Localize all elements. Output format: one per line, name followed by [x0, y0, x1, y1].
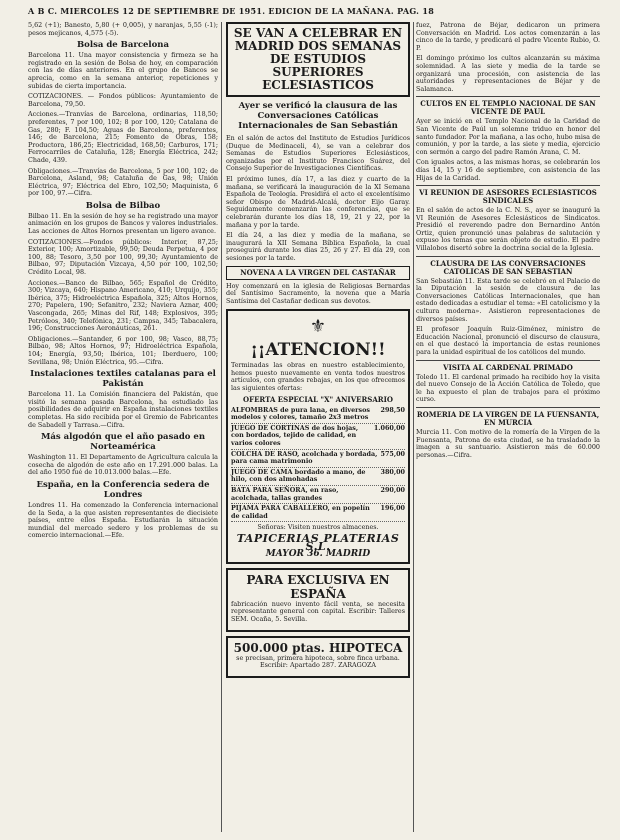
advertisement-atencion	[226, 309, 410, 563]
paragraph: Acciones.—Banco de Bilbao, 565; Español de Crédito, 300; Vizcaya, 640; Hispano Americano, 410; Urquijo, 355; Ibérica, 375; Hidroeléctrica Española, 325; Altos Hornos, 270; Papelera, 190; Sefanitro, 232; Naviera Aznar, 400; Vascongada, 265; Minas del Rif, 148; Explosivos, 395; Petróleos, 340; Telefónica, 231; Campsa, 345; Tabacalera, 196; Construcciones Aeronáuticas, 261.	[28, 278, 218, 333]
column-divider	[413, 22, 414, 832]
ad-title: 500.000 ptas. HIPOTECA	[233, 640, 403, 655]
headline-clausura: CLAUSURA DE LAS CONVERSACIONES CATOLICAS DE SAN SEBASTIAN	[430, 258, 586, 276]
ad-headline: ¡¡ATENCION!!	[250, 340, 386, 361]
divider	[416, 407, 600, 408]
ad-offer-title: OFERTA ESPECIAL "X" ANIVERSARIO	[243, 394, 393, 404]
price-row: JUEGO DE CORTINAS de dos hojas, con bordados, tejido de calidad, en varios colores 1.060,00	[231, 424, 405, 450]
price-list	[231, 406, 405, 523]
paragraph: Hoy comenzará en la iglesia de Religiosas Bernardas del Santísimo Sacramento, la novena que a María Santísima del Castañar dedican sus devotos.	[226, 281, 410, 305]
paragraph: San Sebastián 11. Esta tarde se celebró en el Palacio de la Diputación la sesión de clausura de las Conversaciones Católicas Internacionales, que han estado dedicadas a estudiar el tema: «El catolicismo y la cultura moderna». Asistieron representaciones de diversos países.	[416, 276, 600, 323]
paragraph: En el salón de actos de la C. N. S., ayer se inauguró la VI Reunión de Asesores Eclesiásticos de Sindicatos. Presidió el reverendo padre don Bernardino Antón Ortiz, quien pronunció unas palabras de salutación y expuso los temas que serán objeto de estudio. El padre Villalobos disertó sobre la doctrina social de la Iglesia.	[416, 206, 600, 253]
headline-cardenal: VISITA AL CARDENAL PRIMADO	[443, 362, 573, 372]
subheadline: Ayer se verificó la clausura de las Conversaciones Católicas Internacionales de San Sebastián	[238, 101, 398, 131]
divider	[416, 185, 600, 186]
paragraph: Ayer se inició en el Templo Nacional de la Caridad de San Vicente de Paúl un solemne triduo en honor del santo fundador. Por la mañana, a las ocho, hubo misa de comunión, y por la tarde, a las siete y media, ejercicio con sermón a cargo del padre Ramón Arana, C. M.	[416, 117, 600, 156]
paragraph: COTIZACIONES. — Fondos públicos: Ayuntamiento de Barcelona, 79,50.	[28, 92, 218, 108]
column-divider	[221, 22, 222, 832]
headline-bolsa-bilbao: Bolsa de Bilbao	[85, 200, 161, 211]
store-address: MAYOR 36. MADRID	[265, 549, 371, 560]
paragraph: Washington 11. El Departamento de Agricultura calcula la cosecha de algodón de este año en 17.291.000 balas. La del año 1950 fué de 10.013.000 balas.—Efe.	[28, 453, 218, 477]
divider	[416, 96, 600, 97]
store-logo: TAPICERIAS PLATERIAS S.L.	[236, 531, 400, 553]
paragraph: Murcia 11. Con motivo de la romería de la Virgen de la Fuensanta, Patrona de esta ciudad, se ha trasladado la imagen a su santuario. Asistieron más de 60.000 personas.—Cifra.	[416, 427, 600, 459]
headline-bolsa-barcelona: Bolsa de Barcelona	[77, 40, 169, 51]
divider	[416, 256, 600, 257]
price-row: ALFOMBRAS de pura lana, en diversos modelos y colores, tamaño 2x3 metros 298,50	[231, 406, 405, 424]
headline-algodon: Más algodón que el año pasado en Norteamérica	[40, 432, 206, 453]
paragraph: 5,62 (+1); Banesto, 5,80 (+ 0,005), y naranjas, 5,55 (-1); pesos mejicanos, 4,575 (-5).	[28, 22, 218, 37]
headline-asesores: VI REUNION DE ASESORES ECLESIASTICOS SINDICALES	[419, 188, 597, 206]
paragraph: Obligaciones.—Santander, 6 por 100, 98; Vasco, 88,75; Bilbao, 98; Altos Hornos, 97; Hidroeléctrica Española, 104; Energía, 93,50; Ibérica, 101; Iberduero, 100; Sevillana, 98; Unión Eléctrica, 95.—Cifra.	[28, 334, 218, 366]
price-row: COLCHA DE RASO, acolchada y bordada, para cama matrimonio 575,00	[231, 450, 405, 468]
paragraph: El próximo lunes, día 17, a las diez y cuarto de la mañana, se verificará la inauguración de la XI Semana Española de Teología. Presidirá el acto el excelentísimo señor Obispo de Madrid-Alcalá, doctor Eijo Garay. Seguidamente comenzarán las conferencias, que se celebrarán durante los días 18, 19, 21 y 22, por la mañana y por la tarde.	[226, 174, 410, 229]
paragraph: El día 24, a las diez y media de la mañana, se inaugurará la XII Semana Bíblica Española, la cual proseguirá durante los días 25, 26 y 27. El día 29, con sesiones por la tarde.	[226, 231, 410, 262]
paragraph: fuez, Patrona de Béjar, dedicaron un primera Conversación en Madrid. Los actos comenzarán a las cinco de la tarde, y predicará el padre Vicente Rubio, O. P.	[416, 22, 600, 52]
paragraph: El domingo próximo los cultos alcanzarán su máxima solemnidad. A las siete y media de la tarde se organizará una procesión, con asistencia de las autoridades y representaciones de Béjar y de Salamanca.	[416, 54, 600, 93]
paragraph: Bilbao 11. En la sesión de hoy se ha registrado una mayor animación en los grupos de Bancos y valores industriales. Las acciones de Altos Hornos presentan un ligero avance.	[28, 211, 218, 236]
advertisement-hipoteca	[226, 636, 410, 678]
paragraph: En el salón de actos del Instituto de Estudios Jurídicos (Duque de Medinaceli, 4), se van a celebrar dos Semanas de Estudios Superiores Eclesiásticos, organizadas por el Instituto Francisco Suárez, del Consejo Superior de Investigaciones Científicas.	[226, 134, 410, 173]
ad-text: se precisan, primera hipoteca, sobre finca urbana. Escribir: Apartado 287. ZARAGOZA	[236, 653, 400, 670]
price-row: JUEGO DE CAMA bordado a mano, de hilo, con dos almohadas 380,00	[231, 468, 405, 486]
crest-icon: ⚜	[309, 316, 327, 338]
price-row: BATA PARA SEÑORA, en raso, acolchada, tallas grandes 290,00	[231, 486, 405, 504]
header-text: A B C. MIERCOLES 12 DE SEPTIEMBRE DE 1951. EDICION DE LA MAÑANA. PAG. 18	[28, 6, 435, 16]
paragraph: Londres 11. Ha comenzado la Conferencia internacional de la Seda, a la que asisten representantes de diecisiete países, entre ellos España. Estudiarán la situación mundial del mercado sedero y los problemas de su comercio internacional.—Efe.	[28, 500, 218, 540]
paragraph: Toledo 11. El cardenal primado ha recibido hoy la visita del nuevo Consejo de la Acción Católica de Toledo, que le ha expuesto el plan de trabajos para el próximo curso.	[416, 372, 600, 404]
ad-footer: Señoras: Visiten nuestros almacenes.	[257, 523, 379, 532]
headline-novena: NOVENA A LA VIRGEN DEL CASTAÑAR	[226, 266, 410, 280]
column-3	[416, 22, 600, 832]
headline-conferencia-sedera: España, en la Conferencia sedera de Londres	[36, 479, 210, 500]
ad-text: fabricación nuevo invento fácil venta, se necesita representante general con capital. Escribir: Talleres SEM. Ocaña, 5. Sevilla.	[231, 599, 405, 623]
headline-instalaciones-textiles: Instalaciones textiles catalanas para el Pakistán	[30, 369, 216, 390]
column-2	[226, 22, 410, 832]
paragraph: COTIZACIONES.—Fondos públicos: Interior, 87,25; Exterior, 100; Amortizable, 99,50; Deuda Perpetua, 4 por 100, 88; Tesoro, 3,50 por 100, 99,30; Ayuntamiento de Bilbao, 97; Diputación Vizcaya, 4,50 por 100, 102,50; Crédito Local, 98.	[28, 237, 218, 277]
advertisement-exclusiva	[226, 568, 410, 632]
paragraph: Con iguales actos, a las mismas horas, se celebrarán los días 14, 15 y 16 de septiembre, con asistencia de las Hijas de la Caridad.	[416, 158, 600, 182]
paragraph: Obligaciones.—Tranvías de Barcelona, 5 por 100, 102; de Barcelona, Asland, 98; Cataluña de Gas, 98; Unión Eléctrica, 97; Eléctrica del Ebro, 102,50; Maquinista, 6 por 100, 97.—Cifra.	[28, 166, 218, 198]
paragraph: Barcelona 11. La Comisión financiera del Pakistán, que visitó la semana pasada Barcelona, ha estudiado las posibilidades de adquirir en España instalaciones textiles completas. Ha sido recibida por el Gremio de Fabricantes de Sabadell y Tarrasa.—Cifra.	[28, 390, 218, 429]
price-row: PIJAMA PARA CABALLERO, en popelín de calidad 196,00	[231, 504, 405, 522]
ad-title: PARA EXCLUSIVA EN ESPAÑA	[246, 572, 390, 601]
ad-intro: Terminadas las obras en nuestro establecimiento, hemos puesto nuevamente en venta todos nuestros artículos, con grandes rebajas, en los que ofrecemos las siguientes ofertas:	[231, 361, 405, 393]
column-1	[28, 22, 218, 832]
paragraph: Acciones.—Tranvías de Barcelona, ordinarias, 118,50; preferentes, 7 por 100, 102; 8 por 100, 120; Catalana de Gas, 280; F. 104,50; Aguas de Barcelona, preferentes, 146; de Barcelona, 215; Fomento de Obras, 158; Productora, 186,25; Electricidad, 168,50; Carburos, 171; Ferrocarriles de Cataluña, 128; Energía Eléctrica, 242; Chade, 439.	[28, 110, 218, 164]
headline-romeria: ROMERIA DE LA VIRGEN DE LA FUENSANTA, EN MURCIA	[416, 409, 600, 427]
main-headline: SE VAN A CELEBRAR EN MADRID DOS SEMANAS DE ESTUDIOS SUPERIORES ECLESIASTICOS	[226, 22, 410, 97]
divider	[416, 360, 600, 361]
paragraph: Barcelona 11. Una mayor consistencia y firmeza se ha registrado en la sesión de Bolsa de hoy, en comparación con las de días anteriores. En el grupo de Bancos se aprecia, como en la semana anterior, repeticiones y subidas de cierta importancia.	[28, 51, 218, 90]
page-header	[28, 6, 600, 20]
paragraph: El profesor Joaquín Ruiz-Giménez, ministro de Educación Nacional, pronunció el discurso de clausura, en el que destacó la importancia de estas reuniones para la unidad espiritual de los católicos del mundo.	[416, 325, 600, 356]
headline-cultos-san-vicente: CULTOS EN EL TEMPLO NACIONAL DE SAN VICENTE DE PAUL	[420, 99, 596, 117]
